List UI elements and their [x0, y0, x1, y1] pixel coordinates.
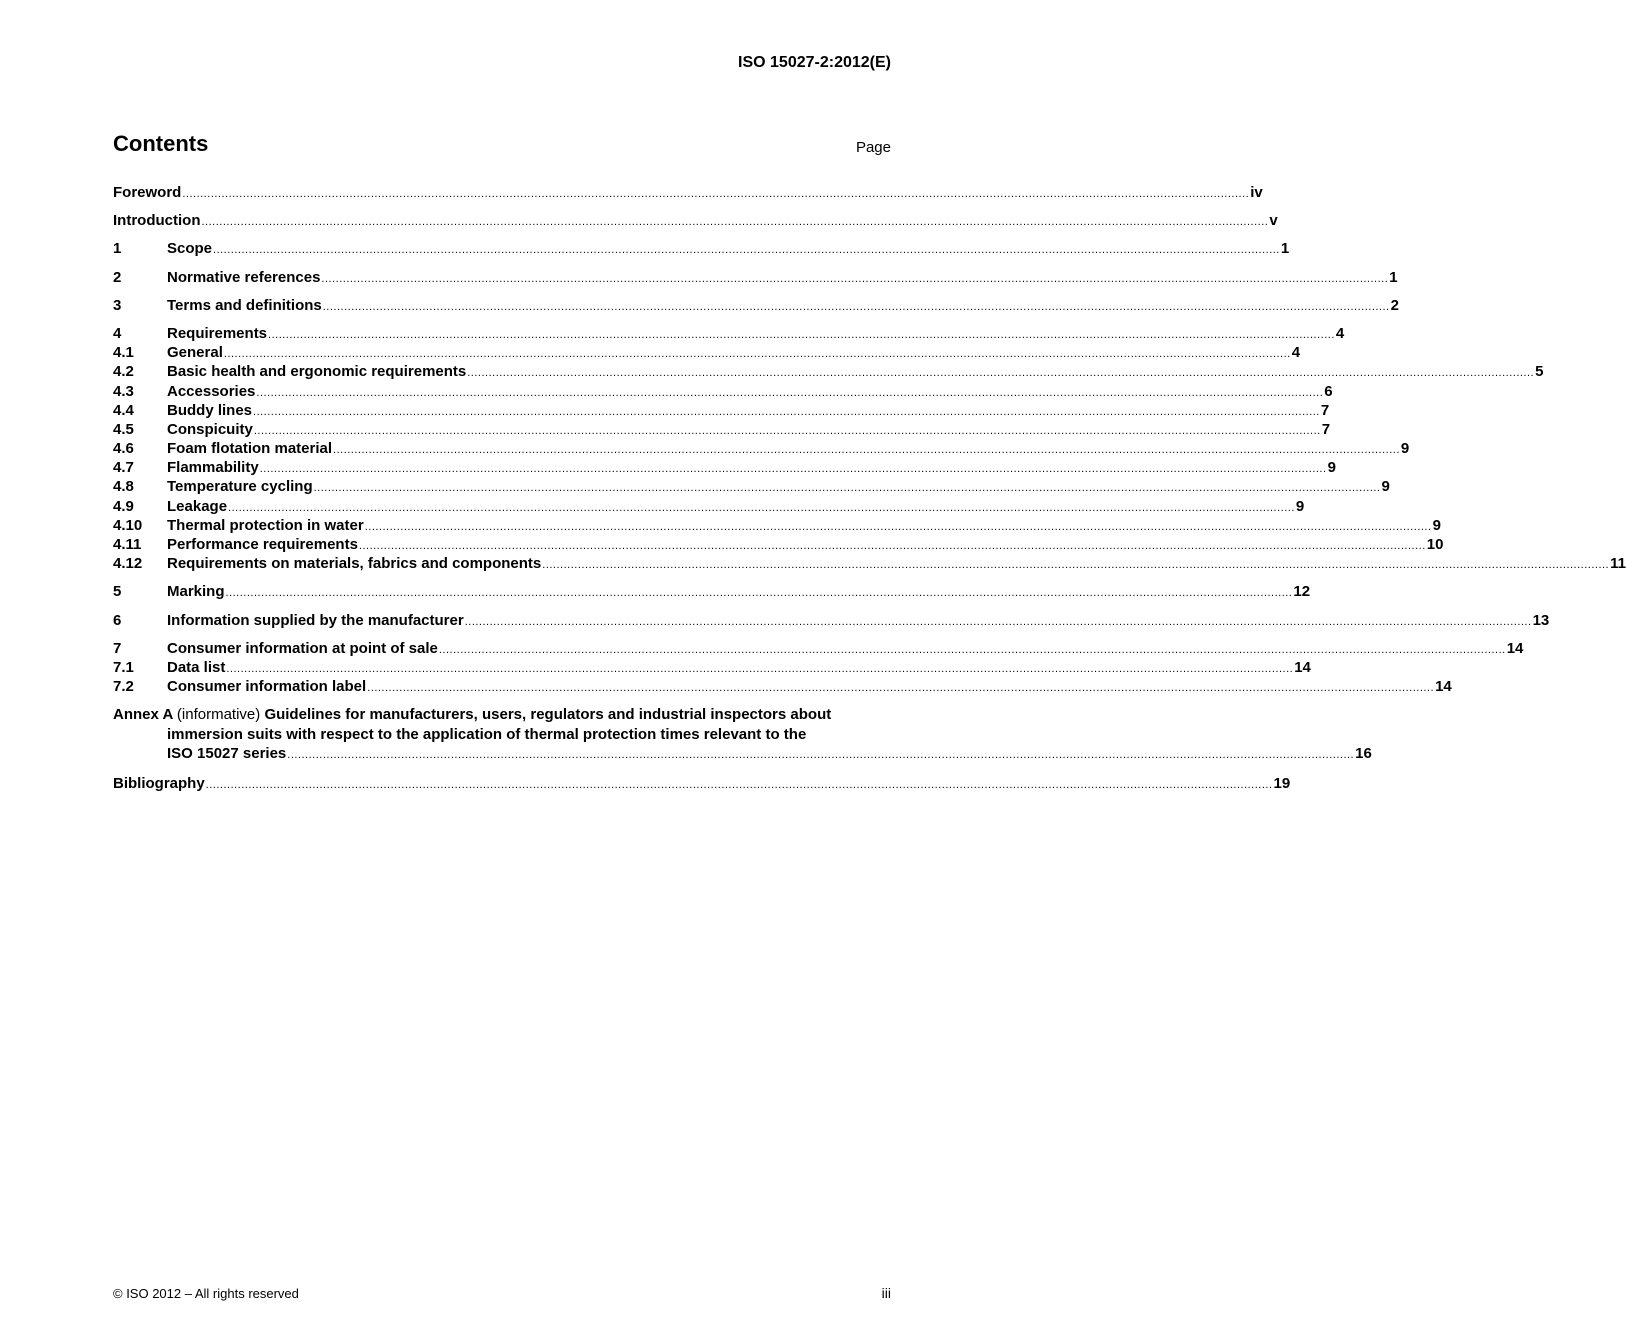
toc-page: 10: [1426, 536, 1444, 553]
toc-page: iv: [1250, 184, 1263, 201]
toc-entry[interactable]: [113, 639, 1524, 658]
toc-page: 7: [1321, 420, 1331, 438]
dot-leader: ............................................................................................................................................................................................................................................................................................................: [253, 424, 1321, 437]
dot-leader: ............................................................................................................................................................................................................................................................................................................: [213, 244, 1280, 257]
toc-entry[interactable]: [113, 535, 1444, 554]
dot-leader: ............................................................................................................................................................................................................................................................................................................: [467, 367, 1535, 380]
toc-entry[interactable]: [113, 458, 1336, 477]
annex-label: Annex A: [113, 706, 173, 724]
toc-entry[interactable]: [113, 658, 1311, 677]
toc-title: Temperature cycling: [167, 478, 313, 496]
dot-leader: ............................................................................................................................................................................................................................................................................................................: [358, 540, 1426, 552]
toc-title: General: [167, 344, 223, 362]
toc-number: 2: [113, 268, 122, 286]
toc-title: Requirements on materials, fabrics and components: [167, 555, 542, 573]
toc-title: Terms and definitions: [167, 296, 322, 314]
toc-number: 4.10: [113, 516, 143, 534]
toc-title: Performance requirements: [167, 536, 358, 553]
annex-line-3: [113, 744, 1372, 765]
toc-number: 7.2: [113, 678, 134, 696]
toc-title: Accessories: [167, 382, 256, 400]
toc-title: Foreword: [113, 184, 182, 201]
annex-title-line-2: immersion suits with respect to the application of thermal protection times relevant to the: [167, 725, 807, 743]
toc-number: 4.1: [113, 344, 134, 362]
dot-leader: ............................................................................................................................................................................................................................................................................................................: [223, 348, 1291, 361]
toc-title: Consumer information at point of sale: [167, 639, 438, 657]
toc-page: 9: [1432, 516, 1441, 534]
toc-page: 14: [1506, 639, 1524, 657]
dot-leader: ............................................................................................................................................................................................................................................................................................................: [205, 778, 1273, 791]
dot-leader: ............................................................................................................................................................................................................................................................................................................: [226, 662, 1294, 675]
dot-leader: ............................................................................................................................................................................................................................................................................................................: [182, 188, 1250, 200]
annex-line-1: [113, 705, 891, 724]
toc-entry[interactable]: [113, 611, 1550, 630]
table-of-contents: [113, 183, 1626, 793]
toc-entry[interactable]: [113, 497, 1305, 516]
dot-leader: ............................................................................................................................................................................................................................................................................................................: [367, 682, 1435, 695]
toc-title: Thermal protection in water: [167, 516, 364, 534]
toc-page: 1: [1389, 268, 1398, 286]
toc-title: Leakage: [167, 497, 228, 515]
toc-title: Basic health and ergonomic requirements: [167, 363, 467, 381]
toc-title: Scope: [167, 240, 213, 258]
toc-number: 4.5: [113, 420, 134, 438]
dot-leader: ............................................................................................................................................................................................................................................................................................................: [464, 615, 1532, 628]
toc-number: 4.2: [113, 363, 134, 381]
dot-leader: ............................................................................................................................................................................................................................................................................................................: [333, 444, 1400, 457]
toc-title: Introduction: [113, 212, 201, 230]
toc-entry[interactable]: [113, 439, 1410, 458]
toc-page: 9: [1295, 497, 1305, 515]
toc-number: 1: [113, 240, 122, 258]
toc-entry[interactable]: [113, 677, 1452, 696]
toc-entry[interactable]: [113, 477, 1390, 496]
toc-page: 9: [1327, 459, 1336, 477]
dot-leader: ............................................................................................................................................................................................................................................................................................................: [542, 559, 1610, 572]
toc-page: 5: [1535, 363, 1544, 381]
page-column-label: Page: [855, 139, 891, 156]
toc-entry[interactable]: [113, 420, 1331, 439]
contents-heading: Contents: [113, 131, 209, 156]
toc-number: 4.4: [113, 401, 134, 419]
toc-title: Conspicuity: [167, 420, 253, 438]
toc-number: 6: [113, 611, 122, 629]
toc-number: 7.1: [113, 658, 134, 676]
toc-title: Data list: [167, 658, 226, 676]
toc-number: 4.6: [113, 440, 134, 458]
toc-page: 19: [1273, 774, 1291, 792]
dot-leader: ............................................................................................................................................................................................................................................................................................................: [322, 300, 1390, 313]
toc-page: 12: [1293, 583, 1311, 601]
toc-title: Consumer information label: [167, 678, 367, 696]
dot-leader: ............................................................................................................................................................................................................................................................................................................: [268, 328, 1335, 341]
toc-title: Buddy lines: [167, 401, 253, 419]
toc-number: 4.7: [113, 459, 134, 477]
toc-entry-annex-a[interactable]: [113, 705, 1372, 765]
toc-title: Information supplied by the manufacturer: [167, 611, 464, 629]
toc-page: 6: [1324, 382, 1333, 400]
toc-page: 11: [1610, 555, 1626, 573]
toc-entry-bibliography[interactable]: [113, 774, 1291, 793]
toc-number: 4.12: [113, 555, 143, 573]
toc-number: 7: [113, 639, 122, 657]
toc-page: 9: [1381, 478, 1390, 496]
dot-leader: ............................................................................................................................................................................................................................................................................................................: [321, 272, 1389, 285]
dot-leader: ............................................................................................................................................................................................................................................................................................................: [313, 482, 1381, 495]
toc-number: 4.11: [113, 536, 142, 553]
dot-leader: ............................................................................................................................................................................................................................................................................................................: [253, 405, 1320, 418]
toc-page: 1: [1280, 240, 1290, 258]
dot-leader: ............................................................................................................................................................................................................................................................................................................: [225, 587, 1293, 600]
toc-number: 3: [113, 296, 122, 314]
dot-leader: ............................................................................................................................................................................................................................................................................................................: [364, 520, 1432, 533]
dot-leader: ............................................................................................................................................................................................................................................................................................................: [201, 216, 1269, 229]
toc-title: Normative references: [167, 268, 321, 286]
toc-page: 4: [1335, 324, 1345, 342]
toc-page: 14: [1294, 658, 1311, 676]
annex-title-line-3: ISO 15027 series: [167, 744, 287, 762]
toc-entry[interactable]: [113, 296, 1399, 315]
toc-entry[interactable]: [113, 239, 1290, 258]
toc-entry-introduction[interactable]: [113, 211, 1278, 230]
toc-number: 4.8: [113, 478, 134, 496]
dot-leader: ............................................................................................................................................................................................................................................................................................................: [228, 501, 1295, 514]
toc-entry[interactable]: [113, 324, 1345, 343]
toc-entry[interactable]: [113, 382, 1333, 401]
toc-number: 4: [113, 324, 122, 342]
toc-page: 9: [1400, 440, 1410, 458]
toc-title: Foam flotation material: [167, 440, 333, 458]
annex-title-line-1: Guidelines for manufacturers, users, regulators and industrial inspectors about: [264, 706, 832, 724]
toc-entry[interactable]: [113, 343, 1301, 362]
toc-entry-foreword[interactable]: [113, 183, 1263, 202]
toc-page: v: [1269, 212, 1278, 230]
toc-number: 5: [113, 583, 122, 601]
toc-page: 16: [1355, 744, 1372, 762]
footer-page-number: iii: [881, 1285, 891, 1301]
toc-entry[interactable]: [113, 268, 1398, 287]
dot-leader: ............................................................................................................................................................................................................................................................................................................: [438, 643, 1506, 656]
toc-page: 13: [1532, 611, 1550, 629]
toc-entry[interactable]: [113, 401, 1330, 420]
footer-copyright: © ISO 2012 – All rights reserved: [113, 1286, 299, 1301]
document-id: ISO 15027-2:2012(E): [738, 54, 891, 71]
dot-leader: ............................................................................................................................................................................................................................................................................................................: [287, 748, 1355, 761]
toc-title: Marking: [167, 583, 225, 601]
toc-entry[interactable]: [113, 362, 1544, 381]
toc-number: 4.9: [113, 497, 134, 515]
toc-page: 7: [1320, 401, 1330, 419]
dot-leader: ............................................................................................................................................................................................................................................................................................................: [256, 386, 1324, 399]
annex-type: (informative): [176, 706, 261, 724]
toc-number: 4.3: [113, 382, 134, 400]
toc-entry[interactable]: [113, 582, 1311, 601]
toc-entry[interactable]: [113, 516, 1441, 535]
toc-page: 2: [1390, 296, 1399, 314]
toc-page: 4: [1291, 344, 1301, 362]
toc-title: Bibliography: [113, 774, 205, 792]
toc-title: Flammability: [167, 459, 259, 477]
toc-page: 14: [1435, 678, 1452, 696]
dot-leader: ............................................................................................................................................................................................................................................................................................................: [259, 463, 1327, 476]
toc-entry[interactable]: [113, 554, 1626, 573]
toc-title: Requirements: [167, 324, 268, 342]
